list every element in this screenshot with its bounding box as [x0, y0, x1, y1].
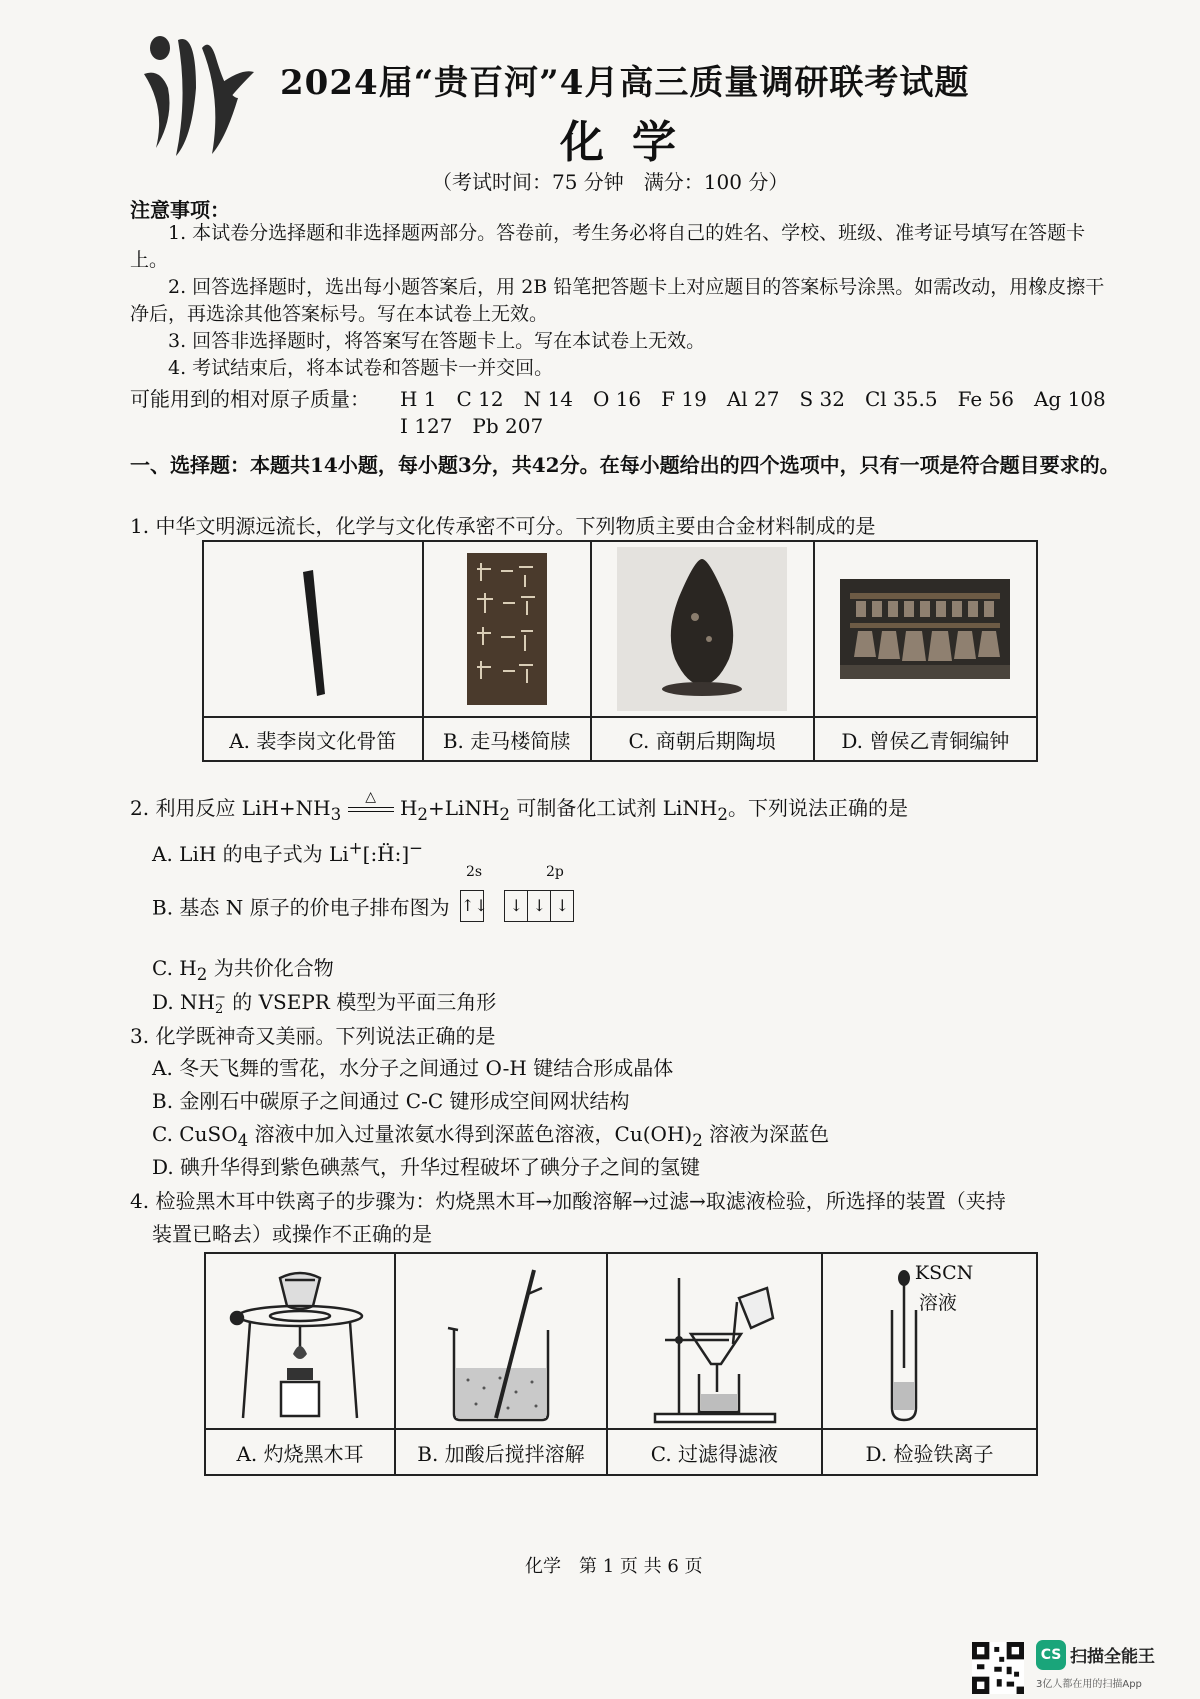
q3-option-c-3: 溶液为深蓝色	[702, 1122, 830, 1146]
q2-stem-mid2: +LiNH	[428, 796, 500, 820]
orbital-2s-box: ↑↓	[460, 890, 484, 922]
qr-code-icon	[972, 1642, 1024, 1694]
q4-options-table	[204, 1252, 1038, 1476]
beaker-with-stirrer-image	[426, 1258, 576, 1424]
q2-stem-sub3: 2	[499, 805, 511, 824]
q2-option-d-pre: D. NH	[152, 990, 215, 1014]
notice-item-3: 3. 回答非选择题时，将答案写在答题卡上。写在本试卷上无效。	[168, 330, 706, 352]
orbital-2p-box-1: ↓	[504, 890, 528, 922]
bronze-bells-image	[840, 579, 1010, 679]
q2-stem-sub2: 2	[417, 805, 429, 824]
q2-stem-sub1: 3	[330, 805, 342, 824]
q3-option-c-1: C. CuSO	[152, 1122, 238, 1146]
bamboo-slip-image	[457, 549, 557, 709]
filtration-setup-image	[629, 1258, 799, 1424]
kscn-label: KSCN	[914, 1262, 974, 1284]
pottery-xun-image	[617, 547, 787, 711]
q4-option-b[interactable]: B. 加酸后搅拌溶解	[395, 1429, 607, 1475]
orbital-2s-label: 2s	[466, 864, 483, 880]
camscanner-logo: CS	[1036, 1640, 1066, 1670]
page-footer: 化学 第 1 页 共 6 页	[525, 1556, 703, 1577]
notice-heading: 注意事项：	[130, 198, 230, 222]
notice-item-2: 2. 回答选择题时，选出每小题答案后，用 2B 铅笔把答题卡上对应题目的答案标号涂黑。如需改动，用橡皮擦干净后，再选涂其他答案标号。写在本试卷上无效。	[130, 276, 1105, 325]
q3-option-a[interactable]: A. 冬天飞舞的雪花，水分子之间通过 O-H 键结合形成晶体	[152, 1056, 674, 1080]
exam-title: 2024届“贵百河”4月高三质量调研联考试题	[280, 63, 970, 103]
camscanner-tagline: 3亿人都在用的扫描App	[1036, 1679, 1142, 1690]
q2-stem-post: 。下列说法正确的是	[727, 796, 908, 820]
q1-option-d[interactable]: D. 曾侯乙青铜编钟	[814, 717, 1037, 761]
camscanner-name: 扫描全能王	[1070, 1647, 1155, 1667]
q4-option-d[interactable]: D. 检验铁离子	[822, 1429, 1037, 1475]
q1-image-cell-c	[591, 541, 814, 717]
q3-option-c-sub2: 2	[692, 1131, 703, 1150]
q2-option-d-sub: 2	[214, 1001, 224, 1017]
q1-option-b[interactable]: B. 走马楼简牍	[423, 717, 591, 761]
exam-logo	[138, 28, 258, 160]
q2-option-c-sub: 2	[196, 965, 208, 984]
q4-image-cell-d	[822, 1253, 1037, 1429]
q4-stem-line1: 4. 检验黑木耳中铁离子的步骤为：灼烧黑木耳→加酸溶解→过滤→取滤液检验，所选择的装置（夹持	[130, 1189, 1006, 1213]
q4-stem-line2: 装置已略去）或操作不正确的是	[152, 1222, 432, 1246]
q1-image-cell-b	[423, 541, 591, 717]
exam-time-info: （考试时间：75 分钟 满分：100 分）	[432, 170, 789, 194]
q2-stem-pre: 2. 利用反应 LiH+NH	[130, 796, 331, 820]
orbital-2p-box-2: ↓	[528, 890, 551, 922]
q3-stem: 3. 化学既神奇又美丽。下列说法正确的是	[130, 1024, 496, 1048]
q2-stem-mid3: 可制备化工试剂 LiNH	[510, 796, 718, 820]
q4-option-c[interactable]: C. 过滤得滤液	[607, 1429, 822, 1475]
q1-image-cell-d	[814, 541, 1037, 717]
orbital-2p-box-3: ↓	[551, 890, 574, 922]
orbital-2p-label: 2p	[546, 864, 564, 880]
section-heading: 一、选择题：本题共14小题，每小题3分，共42分。在每小题给出的四个选项中，只有一项是符合题目要求的。	[130, 453, 1120, 477]
q2-option-d[interactable]	[152, 986, 496, 1016]
bone-flute-image	[253, 554, 373, 704]
q2-option-a[interactable]: A. LiH 的电子式为 Li+[:Ḧ:]−	[152, 838, 424, 866]
q2-option-a-text: A. LiH 的电子式为 Li	[152, 842, 349, 866]
kscn-label-solution: 溶液	[918, 1292, 957, 1314]
q2-option-c[interactable]	[152, 952, 334, 984]
notice-item-1: 1. 本试卷分选择题和非选择题两部分。答卷前，考生务必将自己的姓名、学校、班级、准考证号填写在答题卡上。	[130, 222, 1086, 271]
q3-option-d[interactable]: D. 碘升华得到紫色碘蒸气，升华过程破坏了碘分子之间的氢键	[152, 1155, 701, 1179]
q1-option-c[interactable]: C. 商朝后期陶埙	[591, 717, 814, 761]
q4-image-cell-b	[395, 1253, 607, 1429]
q4-option-a[interactable]: A. 灼烧黑木耳	[205, 1429, 395, 1475]
notice-item-4: 4. 考试结束后，将本试卷和答题卡一并交回。	[168, 357, 554, 379]
q2-stem-mid: H	[393, 796, 418, 820]
q2-stem-sub4: 2	[717, 805, 728, 824]
q3-option-b[interactable]: B. 金刚石中碳原子之间通过 C-C 键形成空间网状结构	[152, 1089, 630, 1113]
crucible-on-tripod-image	[225, 1258, 375, 1424]
q2-option-b-text: B. 基态 N 原子的价电子排布图为	[152, 895, 450, 920]
q4-image-cell-a	[205, 1253, 395, 1429]
exam-subject: 化学	[560, 117, 704, 168]
q2-option-c-pre: C. H	[152, 956, 197, 980]
q1-stem: 1. 中华文明源远流长，化学与文化传承密不可分。下列物质主要由合金材料制成的是	[130, 514, 876, 538]
q1-image-cell-a	[203, 541, 423, 717]
q3-option-c-sub1: 4	[237, 1131, 249, 1150]
q2-option-d-post: 的 VSEPR 模型为平面三角形	[225, 990, 497, 1014]
q3-option-c[interactable]	[152, 1118, 829, 1150]
atomic-mass-line1: H 1 C 12 N 14 O 16 F 19 Al 27 S 32 Cl 35.5 Fe 56 Ag 108	[400, 387, 1106, 411]
q2-stem	[130, 789, 908, 824]
q2-option-d-sup: −	[214, 989, 226, 1005]
q2-option-c-post: 为共价化合物	[207, 956, 334, 980]
q1-options-table	[202, 540, 1038, 762]
heat-symbol: △	[365, 789, 376, 805]
q4-image-cell-c	[607, 1253, 822, 1429]
q2-option-b[interactable]	[152, 864, 574, 922]
q2-reaction-arrow	[348, 789, 394, 812]
q2-option-a-formula: [:Ḧ:]	[362, 842, 410, 866]
atomic-mass-line2: I 127 Pb 207	[400, 414, 544, 438]
q1-option-a[interactable]: A. 裴李岗文化骨笛	[203, 717, 423, 761]
orbital-diagram	[460, 864, 574, 922]
q3-option-c-2: 溶液中加入过量浓氨水得到深蓝色溶液，Cu(OH)	[248, 1122, 693, 1146]
atomic-mass-label: 可能用到的相对原子质量：	[130, 387, 370, 411]
